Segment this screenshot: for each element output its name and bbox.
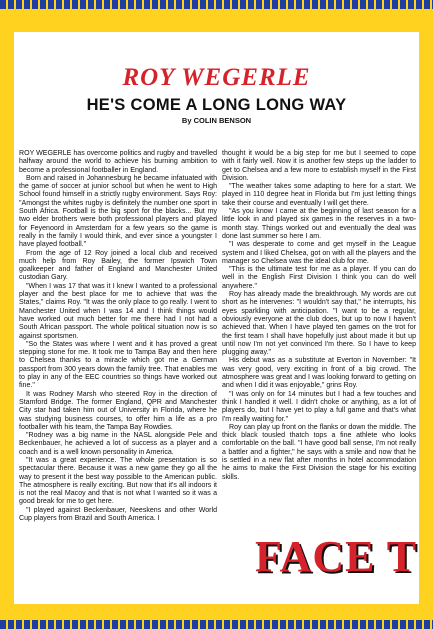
paragraph: "It was a great experience. The whole presentation is so spectacular there. Because it was a new game they go all the way to present it the best way possible to the American public. The atmosphere is really exciting. But now that it's all indoors it is not the real Macoy and that is not what I wanted so it was a good break for me to get here. (19, 456, 217, 506)
right-text-column (222, 150, 416, 482)
paragraph: Born and raised in Johannesburg he became infatuated with the game of soccer at junior school but when he went to High School found himself in a strictly rugby environment. Says Roy: "Amongst the whites rugby is definitely the number one sport in South Africa. Football is the big sport for the blacks... But my two elder brothers were both professional players and played for Feyenoord in Amsterdam for a few years so the game is really in the family I would think, and ever since a youngster I have played football." (19, 174, 217, 249)
paragraph: "The weather takes some adapting to here for a start. We played in 110 degree heat in Florida but I'm just letting things take their course and eventually I will get there. (222, 183, 416, 207)
face-promo-banner (255, 535, 433, 575)
top-border-stripe (0, 0, 433, 9)
paragraph: "I was desperate to come and get myself in the League system and I liked Chelsea, got on with all the players and the manager so Chelsea was the ideal club for me. (222, 241, 416, 265)
article-subtitle: HE'S COME A LONG LONG WAY (86, 96, 347, 114)
paragraph: Roy has already made the breakthrough. My words are cut short as he intervenes: "I wouldn't say that," he interrupts, his eyes sparkling with anticipation. "I want to be a regular, obviously everyone at the club does, but up to now I haven't achieved that. When I have played ten games on the trot for the first team I shall have hopefully just about made it but up until now I'm not yet convinced I'm there. So I have to keep plugging away." (222, 291, 416, 357)
paragraph: From the age of 12 Roy joined a local club and received much help from Roy Bailey, the former Ipswich Town goalkeeper and father of England and Manchester United custodian Gary. (19, 249, 217, 282)
paragraph: Roy can play up front on the flanks or down the middle. The thick black tousled thatch tops a fine athlete who looks comfortable on the ball. "I have good ball sense, I'm not really a battler and a fighter," he says with a smile and now that he is settled in a new flat after months in hotel accommodation he aims to make the First Division the stage for his exciting skills. (222, 423, 416, 481)
paragraph: It was Rodney Marsh who steered Roy in the direction of Stamford Bridge. The former England, QPR and Manchester City star had taken him out of University in Florida, where he was studying business courses, to offer him a life as a pro footballer with his team, the Tampa Bay Rowdies. (19, 390, 217, 431)
bottom-border-stripe (0, 620, 433, 629)
paragraph: "When I was 17 that was it I knew I wanted to a professional player and the best place for me to achieve that was the States," claims Roy. "It was the only place to go really. I went to Manchester United when I was 14 and I think things would have worked out much better for me there had I not had a South African passport. The whole political situation now is so against sportsmen. (19, 282, 217, 340)
article-byline: By COLIN BENSON (181, 116, 252, 125)
paragraph: "Rodney was a big name in the NASL alongside Pele and Beckenbauer, he achieved a lot of success as a player and a coach and is a well known personality in America. (19, 432, 217, 456)
paragraph: "As you know I came at the beginning of last season for a little look in and played six games in the reserves in a two-month stay. Things worked out and eventually the deal was done last summer so here I am. (222, 208, 416, 240)
paragraph: thought it would be a big step for me but I seemed to cope with it fairly well. Now it is another few steps up the ladder to get to Chelsea and a few more to establish myself in the First Division. (222, 150, 416, 182)
paragraph: "I was only on for 14 minutes but I had a few touches and think I handled it well. I didn't choke or anything, as a lot of players do, but I have yet to play a full game and that's what I'm really waiting for." (222, 390, 416, 423)
paragraph: ROY WEGERLE has overcome politics and rugby and travelled halfway around the world to achieve his burning ambition to become a professional footballer in England. (19, 150, 217, 174)
paragraph: "This is the ultimate test for me as a player. If you can do well in the English First Division I think you can do well anywhere." (222, 266, 416, 290)
article-title: ROY WEGERLE (122, 64, 311, 91)
paragraph: "I played against Beckenbauer, Neeskens and other World Cup players from Brazil and South America. I (19, 506, 217, 523)
left-text-column (19, 150, 217, 523)
paragraph: His debut was as a substitute at Everton in November: "It was very good, very exciting in front of a big crowd. The atmosphere was great and I was looking forward to getting on and when I did it was enjoyable," grins Roy. (222, 357, 416, 390)
paragraph: "So the States was where I went and it has proved a great stepping stone for me. It took me to Tampa Bay and then here to Chelsea thanks to a miracle which got me a German passport from 300 years down the family tree. That enables me to play in any of the EEC countries so things have worked out fine." (19, 340, 217, 390)
promo-headline: FACE T (255, 535, 418, 575)
